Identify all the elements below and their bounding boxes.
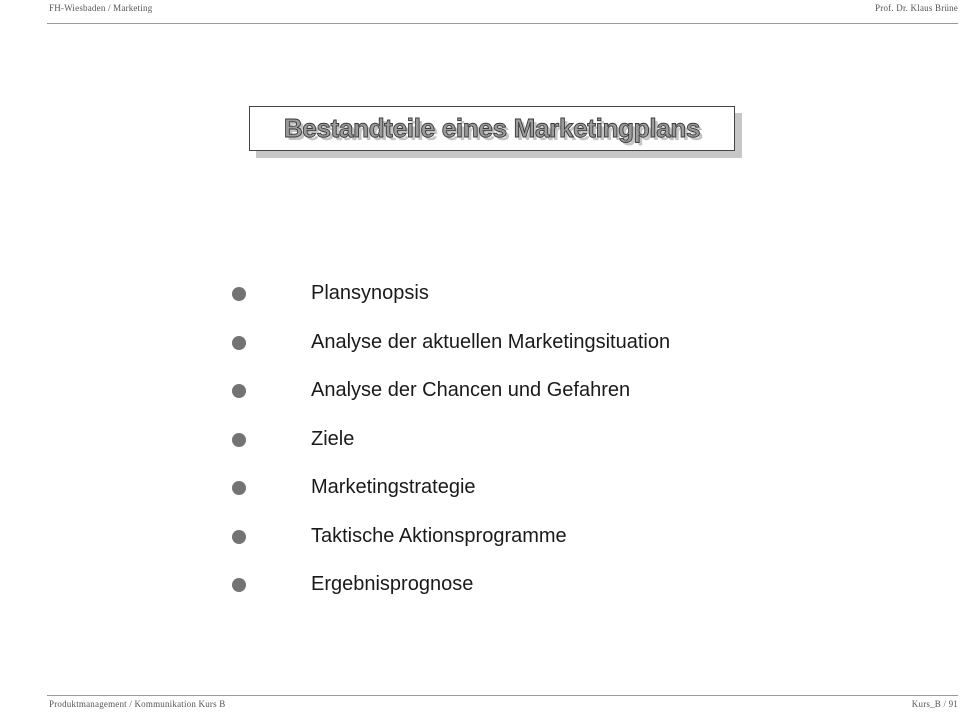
header-divider	[47, 23, 958, 24]
header-right-text: Prof. Dr. Klaus Brüne	[875, 3, 958, 13]
footer-divider	[47, 695, 958, 696]
bullet-dot-icon	[232, 578, 246, 592]
list-item-label: Taktische Aktionsprogramme	[311, 524, 567, 547]
header-left-text: FH-Wiesbaden / Marketing	[49, 3, 153, 13]
bullet-dot-icon	[232, 433, 246, 447]
list-item-label: Analyse der aktuellen Marketingsituation	[311, 330, 671, 353]
list-item-label: Analyse der Chancen und Gefahren	[311, 379, 631, 401]
bullet-dot-icon	[232, 530, 246, 544]
bullet-dot-icon	[232, 287, 246, 301]
footer-left-text: Produktmanagement / Kommunikation Kurs B	[49, 699, 226, 709]
bullet-dot-icon	[232, 384, 246, 398]
footer-right-text: Kurs_B / 91	[911, 699, 958, 709]
slide-title: Bestandteile eines Marketingplans	[283, 113, 701, 143]
list-item-label: Ziele	[311, 427, 355, 450]
list-item-label: Ergebnisprognose	[311, 573, 474, 595]
list-item-label: Plansynopsis	[311, 282, 429, 304]
bullet-dot-icon	[232, 336, 246, 350]
list-item-label: Marketingstrategie	[311, 476, 476, 498]
bullet-dot-icon	[232, 481, 246, 495]
